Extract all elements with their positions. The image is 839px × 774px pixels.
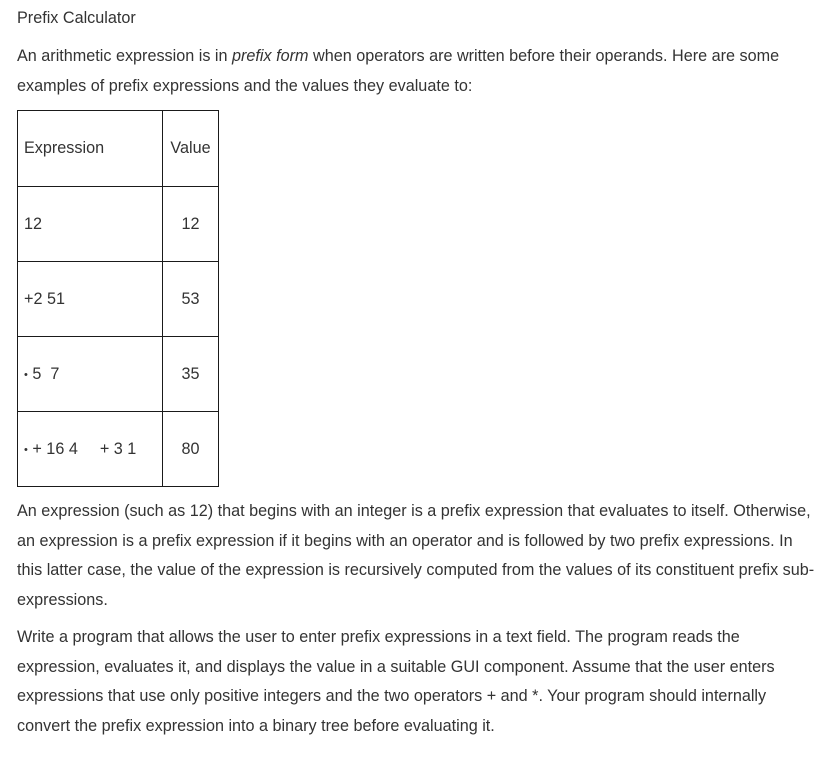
expression-part: 5	[32, 364, 42, 383]
assignment-paragraph: Write a program that allows the user to enter prefix expressions in a text field. The program reads the expression, evaluates it, and displays the value in a suitable GUI component. Assume that the user enters expressions that use only positive integers and the two operators + and *. Your program should internally convert the prefix expression into a binary tree before evaluating it.	[17, 628, 775, 735]
table-header-row	[18, 111, 219, 187]
intro-text-before: An arithmetic expression is in	[17, 47, 233, 65]
value-cell: 53	[163, 262, 219, 337]
column-header-value: Value	[163, 111, 219, 187]
table-row	[18, 187, 219, 262]
expression-cell	[18, 412, 163, 487]
operator-bullet: •	[24, 368, 28, 381]
expression-part: 7	[50, 364, 60, 383]
operator-bullet: •	[24, 443, 28, 456]
expression-part: +2	[24, 289, 43, 308]
table-row	[18, 262, 219, 337]
expression-part: + 3 1	[99, 439, 137, 458]
expression-part: + 16 4	[32, 439, 78, 458]
table-row	[18, 412, 219, 487]
value-cell: 35	[163, 337, 219, 412]
expression-cell	[18, 337, 163, 412]
expression-cell	[18, 187, 163, 262]
column-header-expression: Expression	[18, 111, 163, 187]
value-cell: 12	[163, 187, 219, 262]
intro-text-after: when operators are written before their operands. Here are some examples of prefix expressions and the values they evaluate to:	[17, 47, 780, 95]
value-cell: 80	[163, 412, 219, 487]
expression-cell	[18, 262, 163, 337]
page-title: Prefix Calculator	[17, 9, 136, 27]
intro-paragraph	[17, 42, 815, 101]
examples-table	[17, 110, 219, 487]
table-row	[18, 337, 219, 412]
intro-emphasis: prefix form	[232, 47, 309, 65]
expression-part: 12	[24, 214, 43, 233]
definition-paragraph: An expression (such as 12) that begins with an integer is a prefix expression that evaluates to itself. Otherwise, an expression is a prefix expression if it begins with an operator and is followed by two prefix expressions. In this latter case, the value of the expression is recursively computed from the values of its constituent prefix sub-expressions.	[17, 502, 815, 609]
expression-part: 51	[46, 289, 65, 308]
